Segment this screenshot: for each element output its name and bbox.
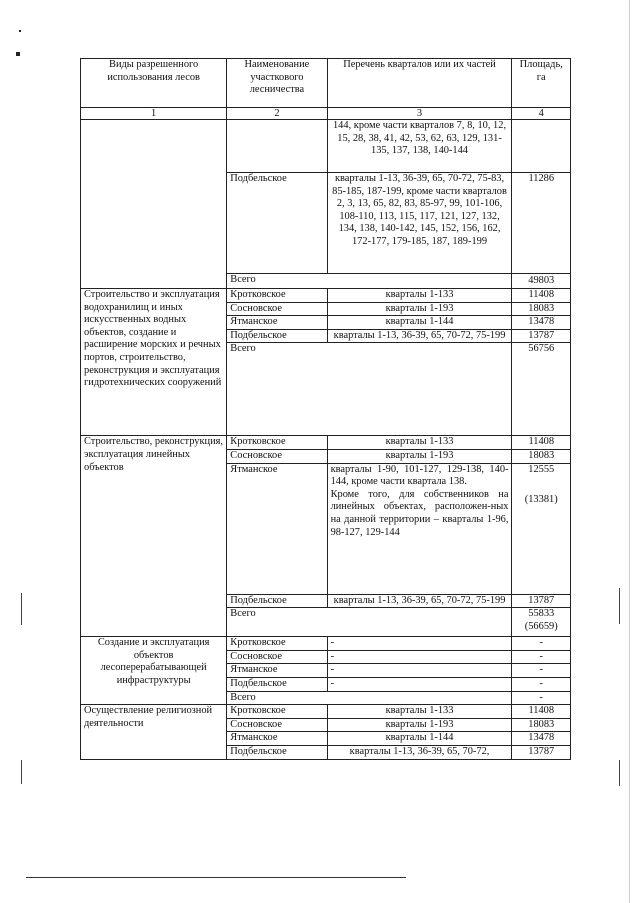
column-number: 2 <box>227 108 327 120</box>
quarters-cell: 144, кроме части кварталов 7, 8, 10, 12, 15, 28, 38, 41, 42, 53, 62, 63, 129, 131-135, 137, 138, 140-144 <box>327 120 512 173</box>
forestry-cell: Ятманское <box>227 664 327 678</box>
forestry-cell: Сосновское <box>227 718 327 732</box>
forestry-cell: Сосновское <box>227 449 327 463</box>
area-cell: 18083 <box>512 718 571 732</box>
quarters-cell: кварталы 1-133 <box>327 289 512 303</box>
use-type-cell: Создание и эксплуатация объектов лесоперерабатывающей инфраструктуры <box>81 637 227 705</box>
area-cell: 11408 <box>512 436 571 450</box>
table-row <box>81 705 571 719</box>
header-use-type: Виды разрешенного использования лесов <box>81 59 227 108</box>
forestry-cell: Кротковское <box>227 436 327 450</box>
area-cell <box>512 120 571 173</box>
total-label: Всего <box>227 274 512 289</box>
column-number: 3 <box>327 108 512 120</box>
quarters-cell: кварталы 1-144 <box>327 316 512 330</box>
quarters-cell: кварталы 1-133 <box>327 705 512 719</box>
area-cell <box>512 463 571 594</box>
area-cell: 13787 <box>512 594 571 608</box>
table-row <box>81 436 571 450</box>
area-cell: 11286 <box>512 173 571 274</box>
area-value: 55833 <box>528 608 555 620</box>
forestry-cell: Ятманское <box>227 463 327 594</box>
quarters-cell: кварталы 1-133 <box>327 436 512 450</box>
area-cell: 13787 <box>512 329 571 343</box>
quarters-cell: - <box>327 664 512 678</box>
area-cell: - <box>512 650 571 664</box>
forestry-cell: Кротковское <box>227 705 327 719</box>
quarters-text: кварталы 1-90, 101-127, 129-138, 140-144, кроме части квартала 138. <box>330 463 509 488</box>
use-type-cell <box>81 120 227 289</box>
area-value: 12555 <box>528 463 555 475</box>
column-number: 1 <box>81 108 227 120</box>
area-alt-value: (56659) <box>524 620 558 632</box>
total-area <box>512 608 571 637</box>
quarters-cell: - <box>327 677 512 691</box>
table-row <box>81 637 571 651</box>
use-type-cell: Строительство, реконструкция, эксплуатация линейных объектов <box>81 436 227 637</box>
area-cell: 11408 <box>512 705 571 719</box>
quarters-cell: кварталы 1-193 <box>327 302 512 316</box>
scan-speck <box>19 30 21 32</box>
total-area: - <box>512 691 571 705</box>
area-cell: 13787 <box>512 745 571 759</box>
forestry-cell: Кротковское <box>227 289 327 303</box>
area-cell: 18083 <box>512 302 571 316</box>
quarters-cell: кварталы 1-193 <box>327 718 512 732</box>
total-label: Всего <box>227 608 512 637</box>
area-cell: 18083 <box>512 449 571 463</box>
header-quarters: Перечень кварталов или их частей <box>327 59 512 108</box>
forest-use-table <box>80 58 571 760</box>
quarters-cell: - <box>327 650 512 664</box>
forestry-cell: Ятманское <box>227 316 327 330</box>
header-forestry: Наименование участкового лесничества <box>227 59 327 108</box>
quarters-cell: кварталы 1-13, 36-39, 65, 70-72, 75-199 <box>327 329 512 343</box>
quarters-cell: кварталы 1-13, 36-39, 65, 70-72, <box>327 745 512 759</box>
use-type-cell: Строительство и эксплуатация водохранилищ и иных искусственных водных объектов, создание и расширение морских и речных портов, строительство, реконструкция и эксплуатация гидротехнических сооружений <box>81 289 227 436</box>
quarters-cell: кварталы 1-193 <box>327 449 512 463</box>
total-label: Всего <box>227 343 512 436</box>
forestry-cell: Сосновское <box>227 650 327 664</box>
forestry-cell: Сосновское <box>227 302 327 316</box>
margin-mark <box>21 760 22 784</box>
scan-speck <box>16 52 20 56</box>
margin-mark <box>619 760 620 786</box>
header-area: Площадь, га <box>512 59 571 108</box>
forestry-cell: Подбельское <box>227 677 327 691</box>
margin-mark <box>619 588 620 624</box>
area-cell: - <box>512 664 571 678</box>
total-area: 49803 <box>512 274 571 289</box>
forestry-cell: Ятманское <box>227 732 327 746</box>
forestry-cell <box>227 120 327 173</box>
quarters-extra-text: Кроме того, для собственников на линейных объектах, расположен-ных на данной территории – кварталы 1-96, 98-127, 129-144 <box>330 488 509 538</box>
area-cell: 13478 <box>512 732 571 746</box>
area-cell: - <box>512 637 571 651</box>
forestry-cell: Подбельское <box>227 173 327 274</box>
margin-mark <box>21 593 22 625</box>
quarters-cell: кварталы 1-13, 36-39, 65, 70-72, 75-83, 85-185, 187-199, кроме части кварталов 2, 3, 13, 65, 82, 83, 85-97, 99, 101-106, 108-110, 113, 115, 117, 121, 127, 132, 134, 138, 140-142, 145, 152, 156, 162, 172-177, 179-185, 187, 189-199 <box>327 173 512 274</box>
table-row <box>81 120 571 173</box>
forestry-cell: Кротковское <box>227 637 327 651</box>
quarters-cell <box>327 463 512 594</box>
table-row <box>81 289 571 303</box>
forestry-cell: Подбельское <box>227 329 327 343</box>
use-type-cell: Осуществление религиозной деятельности <box>81 705 227 759</box>
scan-edge <box>629 0 630 903</box>
quarters-cell: - <box>327 637 512 651</box>
area-cell: 13478 <box>512 316 571 330</box>
quarters-cell: кварталы 1-13, 36-39, 65, 70-72, 75-199 <box>327 594 512 608</box>
total-label: Всего <box>227 691 512 705</box>
column-number: 4 <box>512 108 571 120</box>
area-alt-value: (13381) <box>524 494 558 506</box>
footer-line <box>26 877 406 878</box>
header-row <box>81 59 571 108</box>
forestry-cell: Подбельское <box>227 594 327 608</box>
total-area: 56756 <box>512 343 571 436</box>
area-cell: 11408 <box>512 289 571 303</box>
column-number-row <box>81 108 571 120</box>
area-cell: - <box>512 677 571 691</box>
quarters-cell: кварталы 1-144 <box>327 732 512 746</box>
forestry-cell: Подбельское <box>227 745 327 759</box>
